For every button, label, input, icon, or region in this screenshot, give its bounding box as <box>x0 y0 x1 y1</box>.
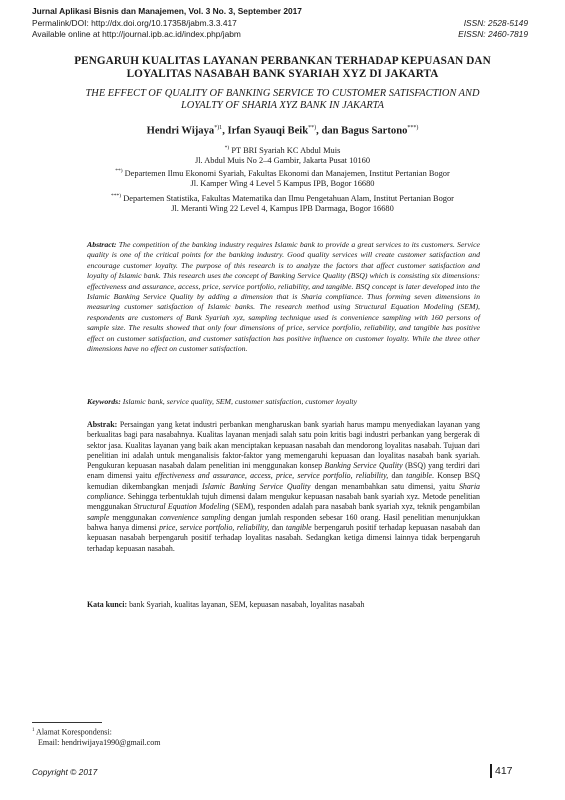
footnote-email[interactable]: Email: hendriwijaya1990@gmail.com <box>38 737 161 747</box>
abstrak-text-7: (SEM), responden adalah para nasabah bank syariah xyz, teknik pengambilan <box>229 502 480 512</box>
paper-title-line-1: PENGARUH KUALITAS LAYANAN PERBANKAN TERHADAP KEPUASAN DAN <box>74 55 491 67</box>
kata-kunci-text: bank Syariah, kualitas layanan, SEM, kepuasan nasabah, loyalitas nasabah <box>127 600 365 609</box>
issn: ISSN: 2528-5149 <box>463 18 528 28</box>
available-online[interactable]: Available online at http://journal.ipb.ac.id/index.php/jabm <box>32 29 241 39</box>
abstrak-italic-2: effectiveness and assurance, access, price, service portfolio, reliability, <box>154 471 389 481</box>
abstrak-italic-3: tangible <box>406 471 433 481</box>
footnote-mark: 1 <box>32 728 35 733</box>
abstrak-italic-5: Sharia compliance <box>87 481 480 502</box>
abstrak-italic-8: convenience sampling <box>159 512 231 522</box>
abstrak-text-9: dengan jumlah responden sebesar 160 orang. Hasil penelitian menunjukkan bahwa hanya dimensi <box>87 512 480 532</box>
keywords-text: Islamic bank, service quality, SEM, customer satisfaction, customer loyalty <box>120 397 358 406</box>
author-2-mark: **) <box>308 125 317 131</box>
abstrak-italic-7: sample <box>87 512 110 522</box>
kata-kunci-label: Kata kunci: <box>87 600 128 609</box>
abstrak-italic-4: Islamic Banking Service Quality <box>202 481 311 491</box>
english-title-line-2: LOYALTY OF SHARIA XYZ BANK IN JAKARTA <box>180 100 385 111</box>
paper-title-line-2: LOYALITAS NASABAH BANK SYARIAH XYZ DI JAKARTA <box>126 68 439 80</box>
affiliation-2-address: Jl. Kamper Wing 4 Level 5 Kampus IPB, Bogor 16680 <box>190 179 375 189</box>
affiliation-3-name: Departemen Statistika, Fakultas Matematika dan Ilmu Pengetahuan Alam, Institut Pertanian Bogor <box>121 193 454 203</box>
footnote-divider <box>32 722 102 723</box>
author-sep-2: , dan <box>316 125 342 137</box>
abstrak-text-2: (BSQ) yang terdiri dari enam dimensi yaitu <box>87 461 480 481</box>
abstrak-text-10: dan <box>269 522 286 532</box>
keywords-indonesian <box>87 600 480 610</box>
abstrak-text-3: dan <box>388 471 407 481</box>
page-number: 417 <box>495 765 513 777</box>
author-sep-1: , <box>222 125 228 137</box>
footnote-heading: Alamat Korespondensi: <box>34 727 112 737</box>
permalink-doi[interactable]: Permalink/DOI: http://dx.doi.org/10.17358/jabm.3.3.417 <box>32 18 237 28</box>
author-1: Hendri Wijaya <box>146 125 215 137</box>
abstrak-text-8: menggunakan <box>109 512 160 522</box>
affiliation-1-name: PT BRI Syariah KC Abdul Muis <box>229 145 341 155</box>
abstract-text: The competition of the banking industry requires Islamic bank to provide a great services to its customers. Service quality is one of the critical points for the banking industry. Good quality services will create customer satisfaction and encourage customer loyalty. The purpose of this research is to analyze the factors that affect customer satisfaction and loyalty of Islamic bank. This research uses the concept of Banking Service Quality (BSQ) which is consisting six dimensions: effectiveness and assurance, access, price, service portfolio, reliability, and tangible. BSQ concept is later developed into the Islamic Banking Service Quality by adding a dimension that is Sharia compliance. Thus forming seven dimensions in measuring customer satisfaction of Islamic banks. The research method using Structural Equation Modeling (SEM), respondents are customers of Bank Syariah xyz, sampling technique used is convenience sampling with 160 persons of sample size. The results showed that only four dimensions of price, service portfolio, reliability, and tangible has positive effect on customer satisfaction, and customer satisfaction has positive influence on customer loyalty. While the three other dimensions have no effect on customer satisfaction. <box>87 240 480 354</box>
keywords-english <box>87 397 480 407</box>
abstract-english <box>87 240 480 354</box>
affiliation-3 <box>60 191 505 215</box>
abstrak-italic-1: Banking Service Quality <box>324 461 403 471</box>
author-1-mark: *)1 <box>214 125 223 131</box>
abstrak-label: Abstrak: <box>87 420 118 429</box>
eissn: EISSN: 2460-7819 <box>458 29 528 39</box>
abstrak-text-11: berpengaruh positif terhadap kepuasan nasabah dan kepuasan nasabah berpengaruh positif terhadap loyalitas nasabah. Sedangkan ketiga dimensi lainnya tidak berpengaruh terhadap kepuasan nasabah. <box>87 522 481 553</box>
affiliation-2 <box>60 166 505 190</box>
abstract-label: Abstract: <box>87 240 117 249</box>
journal-citation: Jurnal Aplikasi Bisnis dan Manajemen, Vol. 3 No. 3, September 2017 <box>32 6 302 16</box>
english-title-line-1: THE EFFECT OF QUALITY OF BANKING SERVICE TO CUSTOMER SATISFACTION AND <box>85 88 480 99</box>
page-number-bar <box>490 764 492 778</box>
author-3-mark: ***) <box>407 125 419 131</box>
affiliation-1-address: Jl. Abdul Muis No 2–4 Gambir, Jakarta Pusat 10160 <box>194 156 371 166</box>
abstrak-text-4: . Konsep BSQ kemudian dikembangkan menjadi <box>87 471 480 491</box>
abstrak-italic-10: tangible <box>285 522 312 532</box>
abstrak-text-1: Persaingan yang ketat industri perbankan mengharuskan bank syariah harus mampu menyediakan layanan yang berkualitas bagi para nasabahnya. Kualitas layanan menjadi salah satu poin kritis bagi industri perbankan yang bergerak di sektor jasa. Kualitas layanan yang baik akan menciptakan kepuasan nasabah dan mendorong loyalitas nasabah. Tujuan dari penelitian ini adalah untuk menganalisis faktor-faktor yang memengaruhi kepuasan dan loyalitas nasabah bank syariah. Pengukuran kepuasan nasabah dalam penelitian ini menggunakan konsep <box>87 420 480 471</box>
abstrak-text-5: dengan menambahkan satu dimensi, yaitu <box>310 481 459 491</box>
affiliation-1-mark: *) <box>224 145 230 151</box>
affiliation-3-mark: ***) <box>111 193 122 199</box>
keywords-label: Keywords: <box>87 397 121 406</box>
author-2: Irfan Syauqi Beik <box>227 125 309 137</box>
abstrak-text-6: . Sehingga terbentuklah tujuh dimensi dalam mengukur kepuasan nasabah bank syariah xyz. Metode penelitian menggunakan <box>87 492 480 512</box>
affiliation-2-name: Departemen Ilmu Ekonomi Syariah, Fakultas Ekonomi dan Manajemen, Institut Pertanian Bogor <box>122 168 450 178</box>
abstract-indonesian <box>87 420 480 554</box>
affiliation-3-address: Jl. Meranti Wing 22 Level 4, Kampus IPB Darmaga, Bogor 16680 <box>171 204 394 214</box>
author-list <box>40 122 525 138</box>
abstrak-italic-9: price, service portfolio, reliability, <box>159 522 270 532</box>
copyright: Copyright © 2017 <box>32 767 98 777</box>
abstrak-italic-6: Structural Equation Modeling <box>133 502 230 512</box>
affiliation-2-mark: **) <box>115 168 123 174</box>
correspondence-footnote <box>32 726 160 748</box>
affiliation-1 <box>60 143 505 167</box>
author-3: Bagus Sartono <box>341 125 408 137</box>
